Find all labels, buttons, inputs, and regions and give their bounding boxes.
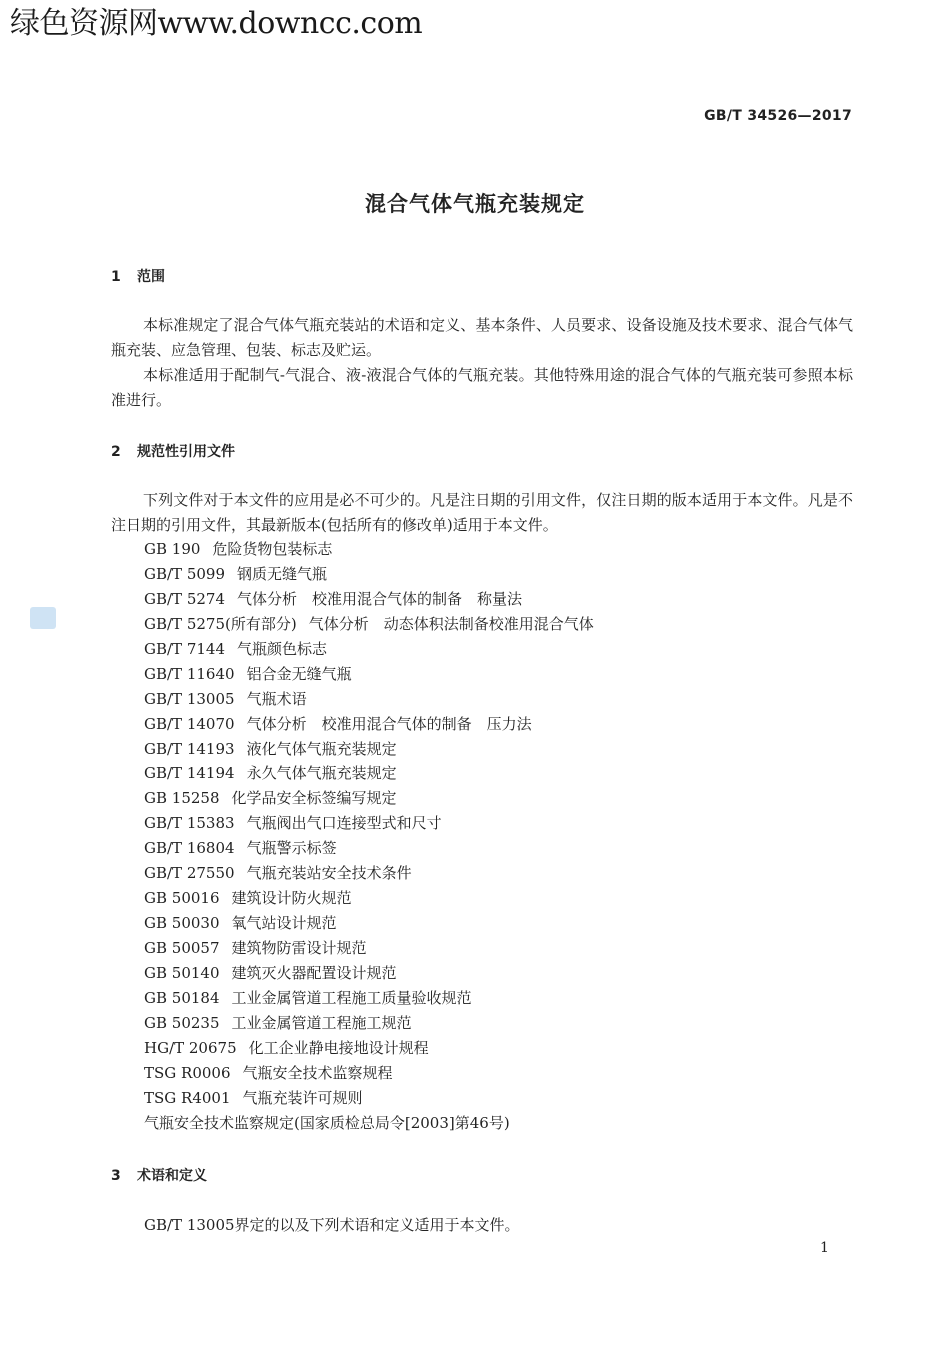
reference-title: 工业金属管道工程施工规范	[231, 1013, 412, 1032]
reference-item	[144, 986, 594, 1011]
reference-list	[144, 537, 594, 1136]
reference-item	[144, 1086, 594, 1111]
watermark-text: 绿色资源网www.downcc.com	[10, 6, 423, 41]
section-number: 1	[111, 269, 121, 285]
standard-code: GB/T 34526—2017	[704, 108, 852, 124]
reference-title: 气瓶安全技术监察规程	[242, 1063, 393, 1082]
reference-item	[144, 612, 594, 637]
section-title: 术语和定义	[137, 1168, 207, 1184]
reference-title: 化工企业静电接地设计规程	[248, 1038, 429, 1057]
reference-item	[144, 637, 594, 662]
reference-title: 氧气站设计规范	[231, 914, 337, 933]
document-title: 混合气体气瓶充装规定	[365, 192, 585, 216]
reference-item	[144, 1036, 594, 1061]
reference-item	[144, 537, 594, 562]
section-3-heading	[111, 1165, 207, 1185]
reference-item	[144, 836, 594, 861]
reference-code: GB 50016	[144, 889, 220, 908]
reference-code: GB/T 5275(所有部分)	[144, 614, 297, 633]
reference-code: GB/T 7144	[144, 639, 226, 658]
reference-title: 气瓶充装站安全技术条件	[246, 864, 412, 883]
reference-code: GB 50057	[144, 939, 220, 957]
reference-item	[144, 1061, 594, 1086]
reference-title: 气体分析 校准用混合气体的制备 压力法	[246, 714, 532, 733]
reference-code: GB/T 14194	[144, 764, 235, 783]
reference-title: 建筑设计防火规范	[231, 889, 352, 908]
reference-item	[144, 936, 594, 961]
section-1-paragraph-1: 本标准规定了混合气体气瓶充装站的术语和定义、基本条件、人员要求、设备设施及技术要求、混合气体气瓶充装、应急管理、包装、标志及贮运。	[111, 316, 853, 359]
reference-item	[144, 687, 594, 712]
reference-title: 建筑物防雷设计规范	[231, 939, 367, 957]
section-1-heading	[111, 266, 165, 286]
reference-item	[144, 886, 594, 911]
reference-title: 危险货物包装标志	[212, 540, 333, 558]
reference-item	[144, 911, 594, 936]
reference-title: 建筑灭火器配置设计规范	[231, 963, 397, 982]
section-title: 范围	[137, 269, 165, 285]
section-2-heading	[111, 441, 235, 461]
reference-title: 气体分析 校准用混合气体的制备 称量法	[237, 589, 523, 608]
reference-title: 钢质无缝气瓶	[237, 564, 328, 583]
reference-code: GB 50030	[144, 914, 220, 933]
reference-item	[144, 562, 594, 587]
reference-code: GB 15258	[144, 789, 220, 808]
reference-item	[144, 961, 594, 986]
section-1-paragraph-2: 本标准适用于配制气-气混合、液-液混合气体的气瓶充装。其他特殊用途的混合气体的气瓶充装可参照本标准进行。	[111, 366, 853, 409]
reference-code: HG/T 20675	[144, 1038, 237, 1057]
reference-title: 气体分析 动态体积法制备校准用混合气体	[308, 614, 594, 633]
reference-code: GB/T 16804	[144, 839, 235, 858]
reference-code: GB/T 5099	[144, 564, 226, 583]
reference-title: 永久气体气瓶充装规定	[246, 764, 397, 783]
reference-code: GB/T 5274	[144, 589, 226, 608]
section-2-intro: 下列文件对于本文件的应用是必不可少的。凡是注日期的引用文件，仅注日期的版本适用于本文件。凡是不注日期的引用文件，其最新版本(包括所有的修改单)适用于本文件。	[111, 491, 853, 534]
reference-code: GB/T 14070	[144, 714, 235, 733]
reference-regulation: 气瓶安全技术监察规定(国家质检总局令[2003]第46号)	[144, 1113, 510, 1132]
reference-code: GB/T 11640	[144, 664, 235, 683]
section-number: 3	[111, 1168, 121, 1184]
section-title: 规范性引用文件	[137, 444, 235, 460]
side-margin-mark	[30, 607, 56, 629]
reference-title: 气瓶阀出气口连接型式和尺寸	[246, 814, 442, 833]
reference-title: 气瓶充装许可规则	[242, 1088, 363, 1107]
reference-item	[144, 587, 594, 612]
reference-code: GB/T 13005	[144, 689, 235, 708]
reference-item	[144, 861, 594, 886]
reference-title: 气瓶术语	[246, 689, 307, 708]
reference-title: 气瓶颜色标志	[237, 639, 328, 658]
reference-code: TSG R0006	[144, 1063, 231, 1082]
section-3-text: GB/T 13005界定的以及下列术语和定义适用于本文件。	[144, 1216, 520, 1234]
reference-code: GB 50184	[144, 988, 220, 1007]
reference-code: GB/T 14193	[144, 739, 235, 758]
reference-title: 工业金属管道工程施工质量验收规范	[231, 988, 472, 1007]
reference-title: 液化气体气瓶充装规定	[246, 739, 397, 758]
reference-code: TSG R4001	[144, 1088, 231, 1107]
reference-item	[144, 662, 594, 687]
reference-item	[144, 786, 594, 811]
reference-title: 气瓶警示标签	[246, 839, 337, 858]
reference-code: GB 50140	[144, 963, 220, 982]
section-number: 2	[111, 444, 121, 460]
reference-item	[144, 1011, 594, 1036]
reference-code: GB/T 27550	[144, 864, 235, 883]
reference-item	[144, 811, 594, 836]
page-number: 1	[820, 1240, 829, 1256]
reference-code: GB 190	[144, 540, 201, 558]
reference-item	[144, 737, 594, 762]
reference-code: GB 50235	[144, 1013, 220, 1032]
reference-code: GB/T 15383	[144, 814, 235, 833]
reference-item	[144, 712, 594, 737]
reference-title: 化学品安全标签编写规定	[231, 789, 397, 808]
reference-item	[144, 761, 594, 786]
reference-title: 铝合金无缝气瓶	[246, 664, 352, 683]
